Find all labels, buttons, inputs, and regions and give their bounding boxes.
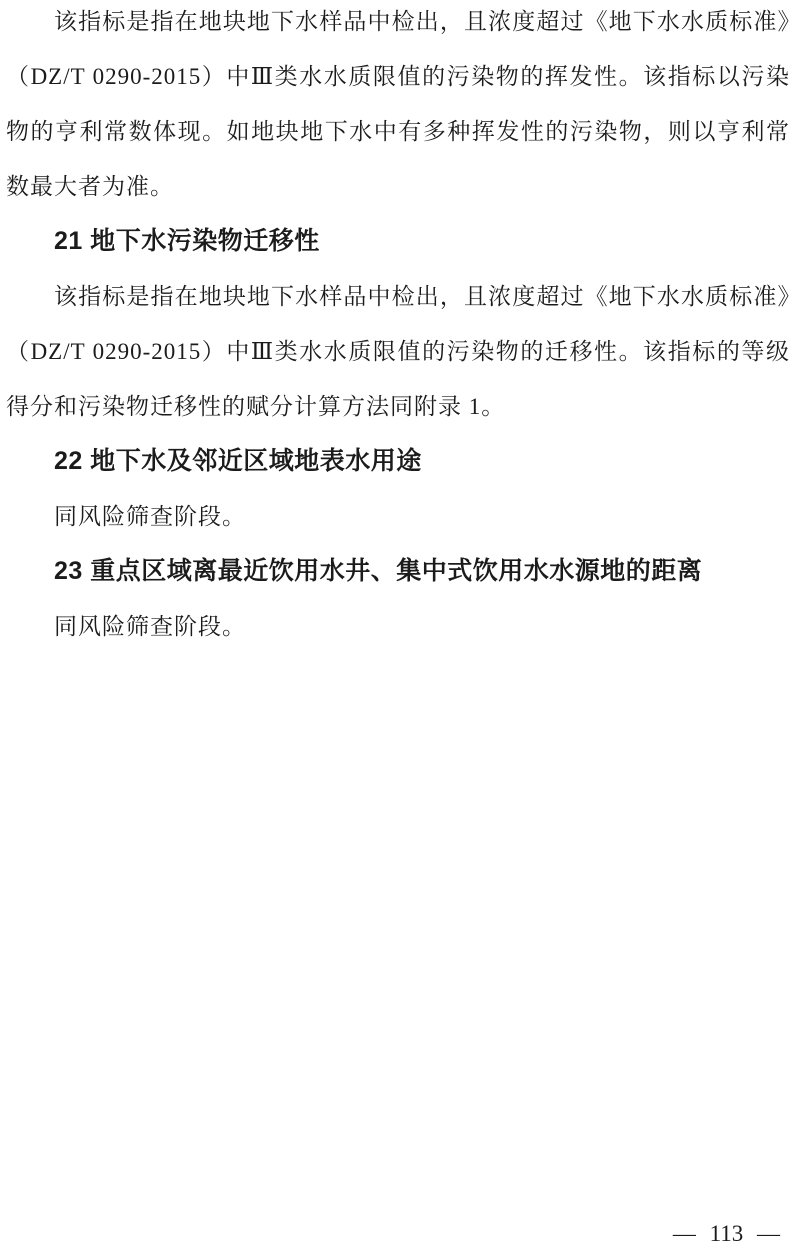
intro-paragraph: 该指标是指在地块地下水样品中检出，且浓度超过《地下水水质标准》（DZ/T 0290-2015）中Ⅲ类水水质限值的污染物的挥发性。该指标以污染物的亨利常数体现。如地块地下水中有多种挥发性的污染物，则以亨利常数最大者为准。 [6,9,790,199]
section-21-paragraph: 该指标是指在地块地下水样品中检出，且浓度超过《地下水水质标准》（DZ/T 0290-2015）中Ⅲ类水水质限值的污染物的迁移性。该指标的等级得分和污染物迁移性的赋分计算方法同附录 1。 [6,284,790,419]
section-heading-21: 21 地下水污染物迁移性 [54,227,320,255]
section-heading-23: 23 重点区域离最近饮用水井、集中式饮用水水源地的距离 [54,557,703,585]
section-23-paragraph: 同风险筛查阶段。 [54,614,246,639]
section-heading-22: 22 地下水及邻近区域地表水用途 [54,447,422,475]
page-number: — 113 — [672,1221,780,1246]
section-22-paragraph: 同风险筛查阶段。 [54,504,246,529]
